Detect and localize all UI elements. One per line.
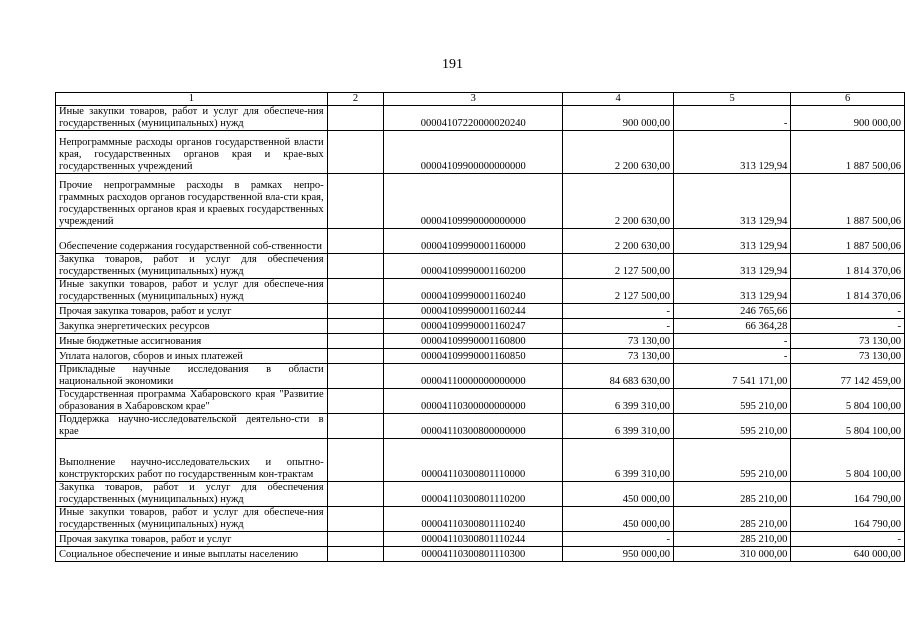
table-row xyxy=(56,389,905,414)
row-col2-cell xyxy=(327,174,384,229)
row-code-cell: 00004110300000000000 xyxy=(384,389,563,414)
row-name-cell: Обеспечение содержания государственной соб-ственности xyxy=(56,229,328,254)
table-row xyxy=(56,319,905,334)
row-amount-cell: 1 887 500,06 xyxy=(791,174,905,229)
row-amount-cell: 313 129,94 xyxy=(674,279,791,304)
table-row xyxy=(56,507,905,532)
row-amount-cell: 450 000,00 xyxy=(563,507,674,532)
column-header: 4 xyxy=(563,93,674,106)
row-code-cell: 00004109990000000000 xyxy=(384,174,563,229)
row-amount-cell: 595 210,00 xyxy=(674,389,791,414)
row-code-cell: 00004110000000000000 xyxy=(384,364,563,389)
row-code-cell: 00004110300800000000 xyxy=(384,414,563,439)
row-amount-cell: 313 129,94 xyxy=(674,254,791,279)
row-col2-cell xyxy=(327,334,384,349)
row-amount-cell: - xyxy=(563,319,674,334)
row-code-cell: 00004110300801110240 xyxy=(384,507,563,532)
row-amount-cell: 2 200 630,00 xyxy=(563,131,674,174)
row-amount-cell: 450 000,00 xyxy=(563,482,674,507)
row-col2-cell xyxy=(327,389,384,414)
table-header-row xyxy=(56,93,905,106)
row-name-cell: Закупка энергетических ресурсов xyxy=(56,319,328,334)
row-name-cell: Прочие непрограммные расходы в рамках непро-граммных расходов органов государственной вла-сти края, государственных органов края и краевых государственных учреждений xyxy=(56,174,328,229)
row-col2-cell xyxy=(327,439,384,482)
table-row xyxy=(56,349,905,364)
column-header: 5 xyxy=(674,93,791,106)
row-col2-cell xyxy=(327,279,384,304)
row-name-cell: Выполнение научно-исследовательских и опытно-конструкторских работ по государственным кон-трактам xyxy=(56,439,328,482)
table-row xyxy=(56,174,905,229)
row-col2-cell xyxy=(327,254,384,279)
table-row xyxy=(56,229,905,254)
budget-table xyxy=(55,92,905,562)
row-name-cell: Поддержка научно-исследовательской деятельно-сти в крае xyxy=(56,414,328,439)
row-amount-cell: 6 399 310,00 xyxy=(563,439,674,482)
row-amount-cell: 640 000,00 xyxy=(791,547,905,562)
row-amount-cell: 6 399 310,00 xyxy=(563,414,674,439)
row-amount-cell: - xyxy=(791,304,905,319)
row-code-cell: 00004110300801110244 xyxy=(384,532,563,547)
column-header: 6 xyxy=(791,93,905,106)
table-row xyxy=(56,106,905,131)
row-col2-cell xyxy=(327,532,384,547)
row-code-cell: 00004109990001160244 xyxy=(384,304,563,319)
row-col2-cell xyxy=(327,414,384,439)
table-row xyxy=(56,547,905,562)
row-col2-cell xyxy=(327,349,384,364)
row-amount-cell: 246 765,66 xyxy=(674,304,791,319)
row-amount-cell: 5 804 100,00 xyxy=(791,389,905,414)
row-amount-cell: 1 887 500,06 xyxy=(791,229,905,254)
row-amount-cell: 73 130,00 xyxy=(563,334,674,349)
row-name-cell: Государственная программа Хабаровского края "Развитие образования в Хабаровском крае" xyxy=(56,389,328,414)
row-amount-cell: - xyxy=(563,532,674,547)
row-col2-cell xyxy=(327,364,384,389)
row-col2-cell xyxy=(327,507,384,532)
row-col2-cell xyxy=(327,319,384,334)
table-row xyxy=(56,279,905,304)
row-name-cell: Иные закупки товаров, работ и услуг для обеспече-ния государственных (муниципальных) нужд xyxy=(56,279,328,304)
row-amount-cell: 2 200 630,00 xyxy=(563,174,674,229)
row-amount-cell: - xyxy=(674,349,791,364)
row-name-cell: Иные закупки товаров, работ и услуг для обеспече-ния государственных (муниципальных) нужд xyxy=(56,507,328,532)
row-amount-cell: 77 142 459,00 xyxy=(791,364,905,389)
row-amount-cell: 2 127 500,00 xyxy=(563,254,674,279)
table-row xyxy=(56,532,905,547)
row-name-cell: Иные бюджетные ассигнования xyxy=(56,334,328,349)
row-code-cell: 00004109990001160240 xyxy=(384,279,563,304)
row-name-cell: Прикладные научные исследования в области национальной экономики xyxy=(56,364,328,389)
row-amount-cell: 6 399 310,00 xyxy=(563,389,674,414)
row-amount-cell: - xyxy=(791,532,905,547)
row-code-cell: 00004110300801110000 xyxy=(384,439,563,482)
row-code-cell: 00004107220000020240 xyxy=(384,106,563,131)
row-name-cell: Закупка товаров, работ и услуг для обеспечения государственных (муниципальных) нужд xyxy=(56,482,328,507)
row-code-cell: 00004109990001160850 xyxy=(384,349,563,364)
row-amount-cell: 84 683 630,00 xyxy=(563,364,674,389)
row-amount-cell: 1 887 500,06 xyxy=(791,131,905,174)
row-amount-cell: 73 130,00 xyxy=(563,349,674,364)
row-amount-cell: 5 804 100,00 xyxy=(791,439,905,482)
row-amount-cell: 595 210,00 xyxy=(674,439,791,482)
row-amount-cell: 2 200 630,00 xyxy=(563,229,674,254)
column-header: 2 xyxy=(327,93,384,106)
row-amount-cell: 164 790,00 xyxy=(791,507,905,532)
row-col2-cell xyxy=(327,304,384,319)
page-number: 191 xyxy=(442,57,463,72)
row-col2-cell xyxy=(327,131,384,174)
row-amount-cell: 1 814 370,06 xyxy=(791,254,905,279)
row-amount-cell: 285 210,00 xyxy=(674,482,791,507)
row-amount-cell: 310 000,00 xyxy=(674,547,791,562)
row-amount-cell: 313 129,94 xyxy=(674,229,791,254)
column-header: 1 xyxy=(56,93,328,106)
row-amount-cell: 2 127 500,00 xyxy=(563,279,674,304)
row-amount-cell: - xyxy=(674,334,791,349)
table-row xyxy=(56,482,905,507)
column-header: 3 xyxy=(384,93,563,106)
row-col2-cell xyxy=(327,229,384,254)
row-code-cell: 00004109990001160200 xyxy=(384,254,563,279)
row-amount-cell: 313 129,94 xyxy=(674,174,791,229)
table-row xyxy=(56,414,905,439)
row-amount-cell: 950 000,00 xyxy=(563,547,674,562)
row-amount-cell: 1 814 370,06 xyxy=(791,279,905,304)
table-row xyxy=(56,131,905,174)
row-amount-cell: 7 541 171,00 xyxy=(674,364,791,389)
row-amount-cell: 66 364,28 xyxy=(674,319,791,334)
row-code-cell: 00004109900000000000 xyxy=(384,131,563,174)
row-amount-cell: 900 000,00 xyxy=(563,106,674,131)
row-code-cell: 00004109990001160000 xyxy=(384,229,563,254)
table-row xyxy=(56,334,905,349)
row-name-cell: Уплата налогов, сборов и иных платежей xyxy=(56,349,328,364)
row-col2-cell xyxy=(327,106,384,131)
row-amount-cell: 313 129,94 xyxy=(674,131,791,174)
row-amount-cell: 73 130,00 xyxy=(791,334,905,349)
row-name-cell: Непрограммные расходы органов государственной власти края, государственных органов края и крае-вых государственных учреждений xyxy=(56,131,328,174)
row-amount-cell: 5 804 100,00 xyxy=(791,414,905,439)
row-amount-cell: 285 210,00 xyxy=(674,532,791,547)
table-row xyxy=(56,364,905,389)
row-col2-cell xyxy=(327,482,384,507)
table-row xyxy=(56,439,905,482)
row-col2-cell xyxy=(327,547,384,562)
row-name-cell: Социальное обеспечение и иные выплаты населению xyxy=(56,547,328,562)
row-name-cell: Прочая закупка товаров, работ и услуг xyxy=(56,532,328,547)
row-amount-cell: - xyxy=(674,106,791,131)
row-name-cell: Закупка товаров, работ и услуг для обеспечения государственных (муниципальных) нужд xyxy=(56,254,328,279)
row-amount-cell: - xyxy=(791,319,905,334)
row-amount-cell: 595 210,00 xyxy=(674,414,791,439)
row-code-cell: 00004110300801110300 xyxy=(384,547,563,562)
row-amount-cell: 900 000,00 xyxy=(791,106,905,131)
row-amount-cell: 285 210,00 xyxy=(674,507,791,532)
row-code-cell: 00004110300801110200 xyxy=(384,482,563,507)
row-name-cell: Прочая закупка товаров, работ и услуг xyxy=(56,304,328,319)
row-amount-cell: 73 130,00 xyxy=(791,349,905,364)
table-row xyxy=(56,254,905,279)
table-row xyxy=(56,304,905,319)
row-amount-cell: - xyxy=(563,304,674,319)
row-code-cell: 00004109990001160247 xyxy=(384,319,563,334)
row-code-cell: 00004109990001160800 xyxy=(384,334,563,349)
row-name-cell: Иные закупки товаров, работ и услуг для обеспече-ния государственных (муниципальных) нужд xyxy=(56,106,328,131)
row-amount-cell: 164 790,00 xyxy=(791,482,905,507)
